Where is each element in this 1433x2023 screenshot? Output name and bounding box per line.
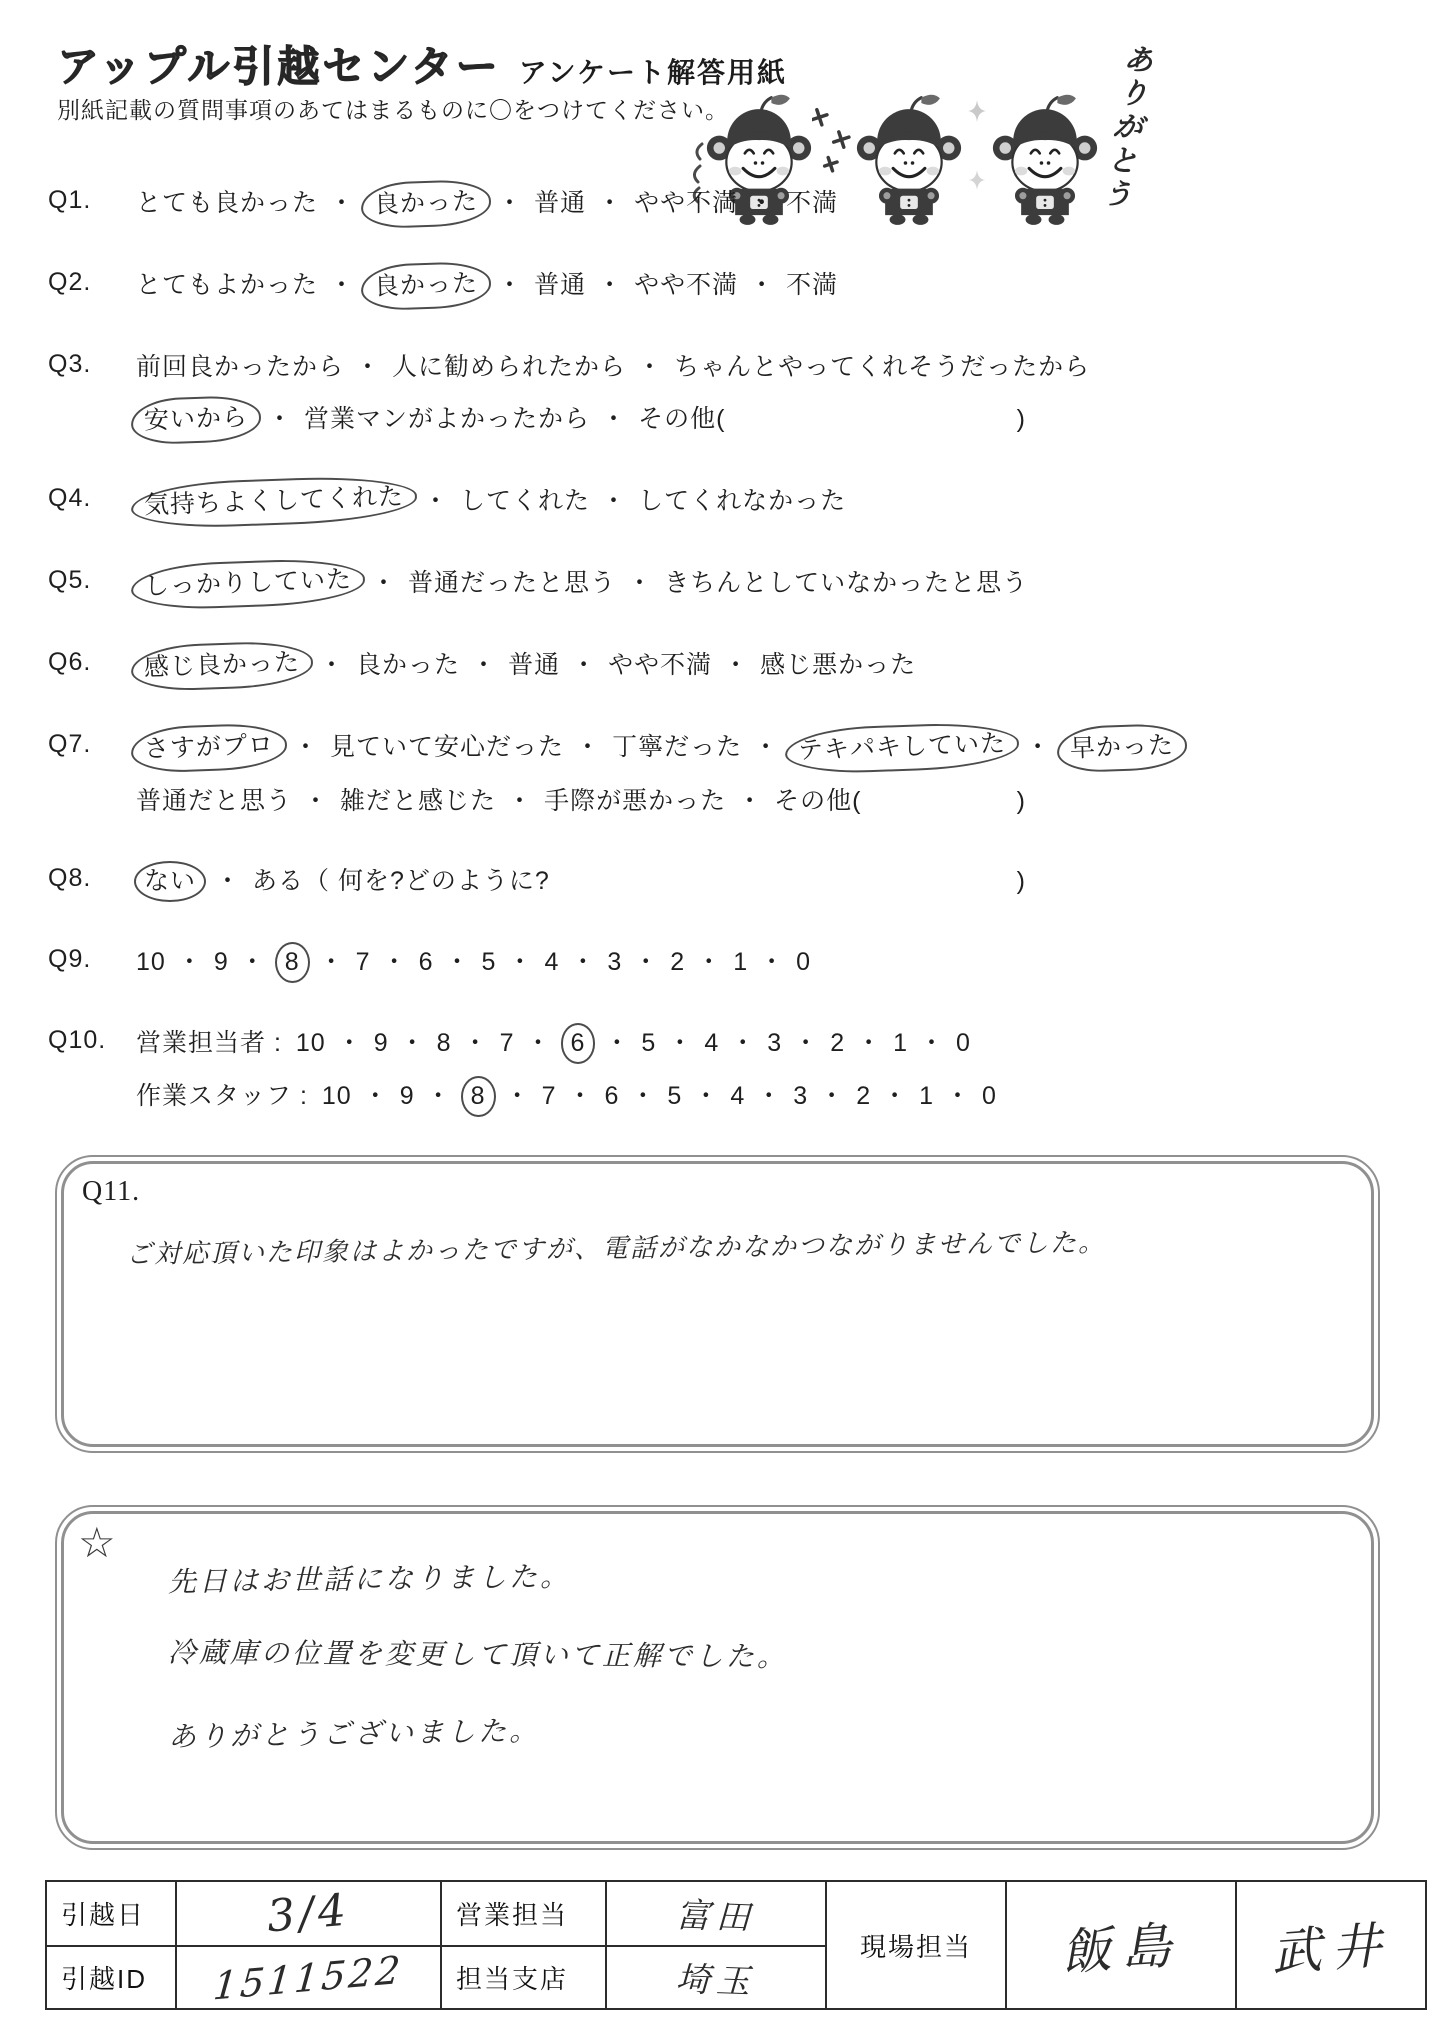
option-separator: ・ bbox=[355, 353, 382, 381]
q11-label: Q11. bbox=[82, 1176, 141, 1207]
option-separator: ・ bbox=[637, 353, 664, 381]
sparkle-plus-icon bbox=[812, 88, 856, 198]
question-row bbox=[48, 945, 1138, 980]
option-separator: ・ bbox=[753, 733, 780, 761]
option-separator: ・ bbox=[215, 867, 242, 895]
question-options bbox=[136, 350, 1138, 438]
handwriting-line: 冷蔵庫の位置を変更して頂いて正解でした。 bbox=[167, 1635, 789, 1674]
option-text: 0 bbox=[982, 1082, 997, 1110]
option-line bbox=[136, 784, 1026, 818]
question-options bbox=[136, 648, 1138, 684]
option-line bbox=[136, 484, 1026, 520]
option-separator: ・ bbox=[497, 189, 524, 217]
question-number: Q3. bbox=[48, 350, 92, 378]
option-text: 9 bbox=[399, 1082, 415, 1110]
option-separator: ・ bbox=[630, 1082, 657, 1110]
option-text: 手際が悪かった bbox=[544, 787, 727, 815]
option-text: 雑だと感じた bbox=[340, 787, 497, 815]
option-separator: ・ bbox=[856, 1029, 883, 1057]
option-separator: ・ bbox=[507, 948, 534, 976]
star-comment-box-inner bbox=[61, 1511, 1374, 1844]
option-circled: ない bbox=[134, 861, 206, 902]
option-text: 0 bbox=[956, 1029, 971, 1057]
option-text: 普通 bbox=[508, 651, 561, 679]
option-separator: ・ bbox=[423, 487, 450, 515]
handwriting-line: ありがとうございました。 bbox=[167, 1713, 541, 1754]
footer-table bbox=[45, 1880, 1427, 2010]
option-text: その他( bbox=[774, 787, 862, 815]
header bbox=[57, 34, 787, 94]
option-text: 4 bbox=[704, 1029, 720, 1057]
move-id-cell bbox=[176, 1946, 441, 2009]
question-options bbox=[136, 484, 1138, 520]
option-text: 9 bbox=[373, 1029, 389, 1057]
close-paren: ) bbox=[1016, 405, 1026, 433]
question-number: Q5. bbox=[48, 566, 92, 594]
option-separator: ・ bbox=[239, 948, 266, 976]
q11-answer-box bbox=[55, 1155, 1380, 1453]
option-separator: ・ bbox=[362, 1082, 389, 1110]
option-text: 良かった bbox=[356, 651, 461, 679]
move-date-value: 3/4 bbox=[265, 1884, 352, 1943]
option-line bbox=[136, 729, 1175, 766]
option-separator: ・ bbox=[425, 1082, 452, 1110]
question-row bbox=[48, 268, 1138, 304]
option-separator: ・ bbox=[945, 1082, 972, 1110]
star-handwriting bbox=[168, 1556, 788, 1787]
option-circled: 良かった bbox=[360, 179, 492, 230]
option-separator: ・ bbox=[570, 948, 597, 976]
option-circled: 感じ良かった bbox=[130, 640, 314, 692]
option-text: 10 bbox=[321, 1082, 352, 1110]
option-separator: ・ bbox=[381, 948, 408, 976]
option-text: 前回良かったから bbox=[136, 353, 345, 381]
option-text: してくれなかった bbox=[638, 487, 847, 515]
question-options bbox=[136, 1026, 1138, 1114]
option-text: 3 bbox=[793, 1082, 809, 1110]
option-text: ちゃんとやってくれそうだったから bbox=[674, 353, 1091, 381]
option-separator: ・ bbox=[471, 651, 498, 679]
option-separator: ・ bbox=[525, 1029, 552, 1057]
star-icon: ☆ bbox=[78, 1519, 116, 1566]
option-separator: ・ bbox=[462, 1029, 489, 1057]
option-separator: ・ bbox=[293, 733, 320, 761]
option-text: 1 bbox=[733, 948, 749, 976]
option-text: その他( bbox=[638, 405, 726, 433]
question-options bbox=[136, 186, 1138, 222]
option-text: 見ていて安心だった bbox=[330, 733, 565, 761]
option-line bbox=[136, 402, 1026, 438]
question-number: Q7. bbox=[48, 730, 92, 758]
option-circled: 安いから bbox=[130, 395, 262, 446]
option-circled: テキパキしていた bbox=[784, 721, 1019, 775]
question-row bbox=[48, 648, 1138, 684]
option-text: 5 bbox=[667, 1082, 683, 1110]
branch-label: 担当支店 bbox=[441, 1946, 606, 2009]
option-circled: 8 bbox=[275, 942, 310, 983]
option-text: 8 bbox=[436, 1029, 452, 1057]
option-separator: ・ bbox=[601, 487, 628, 515]
option-text: きちんとしていなかったと思う bbox=[664, 569, 1029, 597]
option-text: 営業マンがよかったから bbox=[304, 405, 591, 433]
option-separator: ・ bbox=[571, 651, 598, 679]
option-text: 3 bbox=[767, 1029, 783, 1057]
instruction-text: 別紙記載の質問事項のあてはまるものに〇をつけてください。 bbox=[57, 97, 729, 123]
handwriting-line: 先日はお世話になりました。 bbox=[167, 1559, 572, 1599]
option-text: やや不満 bbox=[634, 271, 739, 299]
option-line-prefix: 営業担当者 : bbox=[136, 1029, 282, 1057]
option-text: 7 bbox=[499, 1029, 515, 1057]
brand-title: アップル引越センター bbox=[57, 43, 501, 90]
move-date-label: 引越日 bbox=[46, 1881, 176, 1946]
question-options bbox=[136, 566, 1138, 602]
option-separator: ・ bbox=[696, 948, 723, 976]
option-separator: ・ bbox=[1025, 733, 1052, 761]
option-line-prefix: 作業スタッフ : bbox=[136, 1082, 308, 1110]
site-staff-value-1: 飯島 bbox=[1059, 1915, 1184, 1983]
option-separator: ・ bbox=[267, 405, 294, 433]
option-text: 2 bbox=[856, 1082, 872, 1110]
option-separator: ・ bbox=[749, 271, 776, 299]
option-separator: ・ bbox=[627, 569, 654, 597]
close-paren: ) bbox=[1016, 787, 1026, 815]
option-separator: ・ bbox=[444, 948, 471, 976]
option-text: 普通だと思う bbox=[136, 787, 293, 815]
move-id-value: 1511522 bbox=[211, 1947, 406, 2009]
option-separator: ・ bbox=[504, 1082, 531, 1110]
option-line bbox=[136, 186, 1026, 222]
option-line bbox=[136, 1026, 1026, 1061]
option-separator: ・ bbox=[597, 271, 624, 299]
option-separator: ・ bbox=[575, 733, 602, 761]
move-date-cell bbox=[176, 1881, 441, 1946]
close-paren: ) bbox=[1016, 867, 1026, 895]
option-text: とても良かった bbox=[136, 189, 319, 217]
question-number: Q9. bbox=[48, 945, 92, 973]
option-separator: ・ bbox=[756, 1082, 783, 1110]
option-text: 丁寧だった bbox=[612, 733, 743, 761]
option-separator: ・ bbox=[507, 787, 534, 815]
branch-value: 埼玉 bbox=[675, 1959, 757, 2003]
option-separator: ・ bbox=[371, 569, 398, 597]
question-row bbox=[48, 566, 1138, 602]
option-separator: ・ bbox=[601, 405, 628, 433]
question-row bbox=[48, 484, 1138, 520]
option-text: 感じ悪かった bbox=[760, 651, 917, 679]
option-text: 0 bbox=[796, 948, 812, 976]
site-staff-cell-1 bbox=[1006, 1881, 1236, 2009]
option-text: 1 bbox=[919, 1082, 935, 1110]
option-text: 不満 bbox=[786, 189, 839, 217]
q11-answer-box-inner bbox=[61, 1161, 1374, 1447]
option-separator: ・ bbox=[693, 1082, 720, 1110]
option-text: 6 bbox=[418, 948, 434, 976]
option-separator: ・ bbox=[497, 271, 524, 299]
question-row bbox=[48, 864, 1138, 899]
option-text: とてもよかった bbox=[136, 271, 319, 299]
sheet-title: アンケート解答用紙 bbox=[518, 57, 788, 88]
option-line bbox=[136, 1079, 1026, 1114]
option-text: 人に勧められたから bbox=[392, 353, 627, 381]
sales-rep-label: 営業担当 bbox=[441, 1881, 606, 1946]
option-circled: さすがプロ bbox=[130, 722, 288, 773]
option-text: 3 bbox=[607, 948, 623, 976]
question-number: Q1. bbox=[48, 186, 92, 214]
option-circled: 良かった bbox=[360, 261, 492, 312]
option-circled: 6 bbox=[561, 1023, 596, 1064]
thanks-text: ありがとう bbox=[1093, 40, 1156, 214]
question-options bbox=[136, 268, 1138, 304]
option-separator: ・ bbox=[737, 787, 764, 815]
question-number: Q10. bbox=[48, 1026, 107, 1054]
option-separator: ・ bbox=[882, 1082, 909, 1110]
option-separator: ・ bbox=[723, 651, 750, 679]
option-separator: ・ bbox=[318, 948, 345, 976]
option-text: 2 bbox=[830, 1029, 846, 1057]
option-text: してくれた bbox=[460, 487, 591, 515]
option-text: ある（ 何を?どのように? bbox=[252, 867, 550, 895]
option-text: 4 bbox=[730, 1082, 746, 1110]
option-text: 4 bbox=[544, 948, 560, 976]
option-line bbox=[136, 945, 1026, 980]
question-options bbox=[136, 945, 1138, 980]
option-separator: ・ bbox=[176, 948, 203, 976]
option-circled: 気持ちよくしてくれた bbox=[130, 474, 417, 530]
question-row bbox=[48, 186, 1138, 222]
question-row bbox=[48, 1026, 1138, 1114]
question-options bbox=[136, 864, 1138, 899]
option-separator: ・ bbox=[329, 271, 356, 299]
option-text: 2 bbox=[670, 948, 686, 976]
sales-rep-value: 富田 bbox=[675, 1895, 757, 1939]
option-circled: しっかりしていた bbox=[130, 557, 365, 611]
option-line bbox=[136, 565, 1029, 602]
option-line bbox=[136, 648, 1026, 684]
option-line bbox=[136, 864, 1026, 899]
option-text: 1 bbox=[893, 1029, 909, 1057]
option-separator: ・ bbox=[730, 1029, 757, 1057]
option-separator: ・ bbox=[567, 1082, 594, 1110]
option-separator: ・ bbox=[336, 1029, 363, 1057]
option-text: 9 bbox=[213, 948, 229, 976]
question-row bbox=[48, 350, 1138, 438]
question-number: Q2. bbox=[48, 268, 92, 296]
option-text: 5 bbox=[481, 948, 497, 976]
option-separator: ・ bbox=[667, 1029, 694, 1057]
option-text: 10 bbox=[295, 1029, 326, 1057]
option-text: 6 bbox=[604, 1082, 620, 1110]
option-separator: ・ bbox=[399, 1029, 426, 1057]
option-separator: ・ bbox=[319, 651, 346, 679]
option-text: 普通 bbox=[534, 271, 587, 299]
question-row bbox=[48, 729, 1175, 818]
question-options bbox=[136, 729, 1175, 818]
option-text: 10 bbox=[136, 948, 166, 976]
option-separator: ・ bbox=[604, 1029, 631, 1057]
option-circled: 8 bbox=[461, 1076, 496, 1117]
site-staff-value-2: 武井 bbox=[1269, 1915, 1394, 1983]
option-text: やや不満 bbox=[608, 651, 713, 679]
star-comment-box bbox=[55, 1505, 1380, 1850]
branch-cell bbox=[606, 1946, 826, 2009]
site-staff-label: 現場担当 bbox=[826, 1881, 1006, 2009]
option-separator: ・ bbox=[329, 189, 356, 217]
option-separator: ・ bbox=[759, 948, 786, 976]
option-text: 5 bbox=[641, 1029, 657, 1057]
move-id-label: 引越ID bbox=[46, 1946, 176, 2009]
option-separator: ・ bbox=[303, 787, 330, 815]
questions bbox=[48, 186, 1175, 1160]
option-separator: ・ bbox=[597, 189, 624, 217]
option-separator: ・ bbox=[793, 1029, 820, 1057]
site-staff-cell-2 bbox=[1236, 1881, 1426, 2009]
option-text: 普通 bbox=[534, 189, 587, 217]
option-line bbox=[136, 350, 1091, 384]
option-separator: ・ bbox=[749, 189, 776, 217]
option-separator: ・ bbox=[819, 1082, 846, 1110]
option-text: 7 bbox=[355, 948, 371, 976]
option-line bbox=[136, 268, 1026, 304]
option-circled: 早かった bbox=[1056, 723, 1188, 774]
option-separator: ・ bbox=[633, 948, 660, 976]
q11-handwriting: ご対応頂いた印象はよかったですが、電話がなかなかつながりませんでした。 bbox=[125, 1228, 1107, 1270]
question-number: Q6. bbox=[48, 648, 92, 676]
option-text: 不満 bbox=[786, 271, 839, 299]
question-number: Q8. bbox=[48, 864, 92, 892]
sales-rep-cell bbox=[606, 1881, 826, 1946]
option-separator: ・ bbox=[919, 1029, 946, 1057]
question-number: Q4. bbox=[48, 484, 92, 512]
option-text: やや不満 bbox=[634, 189, 739, 217]
option-text: 7 bbox=[541, 1082, 557, 1110]
option-text: 普通だったと思う bbox=[408, 569, 617, 597]
